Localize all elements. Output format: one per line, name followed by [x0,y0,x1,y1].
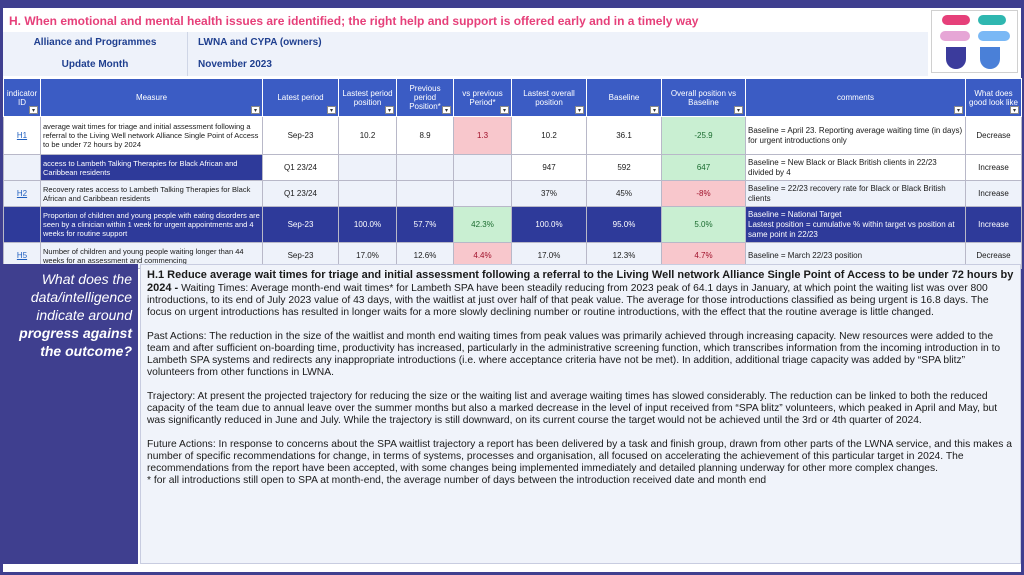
commentary-footnote: * for all introductions still open to SPA at month-end, the average number of days between the introduction received date and month end [147,475,767,486]
commentary-trajectory: Trajectory: At present the projected trajectory for reducing the size or the waiting list and average waiting times has slowed considerably. The reduction can be linked to both the reduced capacity of the team due to annual leave over the summer months but also a marked decrease in the level of input received from “SPA blitz” volunteers, which peaked in April and May, but was significantly reduced in June and July. While the trajectory is still downward, on its current course the target would not be achieved until the 3rd or 4th quarter of 2024. [147,391,998,426]
indicator-link[interactable]: H5 [16,251,28,260]
cell-measure: average wait times for triage and initial assessment following a referral to the Living Well network Alliance Single Point of Access to be under 72 hours by 2024 [41,117,263,155]
logo-icon [932,11,1019,74]
cell-latest-pos [339,181,397,207]
filter-icon[interactable]: ▾ [954,106,963,114]
cell-prev-pos: 57.7% [397,207,454,243]
cell-prev-pos: 8.9 [397,117,454,155]
table-row [4,155,1022,181]
commentary-future-actions: Future Actions: In response to concerns about the SPA waitlist trajectory a report has been delivered by a task and finish group, drawn from other parts of the LWNA service, and this makes a number of specific recommendations for change, in terms of systems, processes and organisation, all focused on accelerating the achievement of this particular target in 2024. The recommendations from the report have been accepted, with some changes being implemented immediately and detailed planning underway for other more complex changes. [147,439,1013,474]
cell-measure: Number of children and young people waiting longer than 44 weeks for an assessment and commencing [41,243,263,269]
col-measure[interactable]: Measure ▾ [41,79,263,117]
cell-baseline: 95.0% [587,207,662,243]
cell-comments: Baseline = April 23. Reporting average waiting time (in days) for urgent introductions only [746,117,966,155]
cell-latest: Sep-23 [263,207,339,243]
filter-icon[interactable]: ▾ [1010,106,1019,114]
col-comments[interactable]: comments ▾ [746,79,966,117]
col-baseline[interactable]: Baseline ▾ [587,79,662,117]
filter-icon[interactable]: ▾ [734,106,743,114]
update-value: November 2023 [188,54,928,76]
cell-overall: 100.0% [512,207,587,243]
cell-good: Decrease [966,243,1022,269]
table-header [4,79,1022,117]
cell-comments: Baseline = March 22/23 position [746,243,966,269]
cell-prev-pos: 12.6% [397,243,454,269]
alliance-value: LWNA and CYPA (owners) [188,32,928,54]
cell-vs-base: 4.7% [662,243,746,269]
cell-vs-prev [454,181,512,207]
cell-latest-pos [339,155,397,181]
cell-good: Decrease [966,117,1022,155]
col-latest-period[interactable]: Latest period ▾ [263,79,339,117]
alliance-label: Alliance and Programmes [3,32,188,54]
col-vs-baseline[interactable]: Overall position vs Baseline ▾ [662,79,746,117]
cell-comments: Baseline = National Target Lastest position = cumulative % within target vs position at same point in 22/23 [746,207,966,243]
table-row [4,117,1022,155]
cell-good: Increase [966,181,1022,207]
cell-id[interactable] [4,155,41,181]
cell-vs-base: -25.9 [662,117,746,155]
cell-baseline: 36.1 [587,117,662,155]
cell-overall: 17.0% [512,243,587,269]
question-panel [3,264,138,564]
update-row [3,54,928,76]
indicator-link[interactable]: H1 [16,131,28,140]
cell-latest: Q1 23/24 [263,181,339,207]
logo [931,10,1018,73]
filter-icon[interactable]: ▾ [251,106,260,114]
cell-vs-prev: 4.4% [454,243,512,269]
cell-vs-base: 647 [662,155,746,181]
cell-prev-pos [397,181,454,207]
cell-overall: 947 [512,155,587,181]
cell-measure: Recovery rates access to Lambeth Talking Therapies for Black African and Caribbean residents [41,181,263,207]
filter-icon[interactable]: ▾ [500,106,509,114]
cell-vs-base: -8% [662,181,746,207]
cell-comments: Baseline = New Black or Black British clients in 22/23 divided by 4 [746,155,966,181]
cell-latest: Sep-23 [263,243,339,269]
table-row [4,207,1022,243]
indicator-table [3,78,1022,269]
cell-id[interactable] [4,207,41,243]
alliance-row [3,32,928,54]
cell-measure: Proportion of children and young people with eating disorders are seen by a clinician within 1 week for urgent appointments and 4 weeks for routine support [41,207,263,243]
cell-baseline: 12.3% [587,243,662,269]
cell-latest: Q1 23/24 [263,155,339,181]
filter-icon[interactable]: ▾ [575,106,584,114]
col-vs-previous[interactable]: vs previous Period* ▾ [454,79,512,117]
cell-id[interactable] [4,181,41,207]
cell-overall: 37% [512,181,587,207]
commentary-waiting-times: Waiting Times: Average month-end wait times* for Lambeth SPA have been steadily reducing from 2023 peak of 64.1 days in January, at which point the waiting list was over 800 introductions, to its end of July 2023 value of 43 days, with the waitlist at just over half of that peak value. The average for those introductions classified as being urgent is 16.8 days. The focus on urgent introductions has resulted in longer waits for a more slowly declining number or routine introductions, with the effect that the routine average is little changed. [147,283,989,318]
cell-latest-pos: 100.0% [339,207,397,243]
filter-icon[interactable]: ▾ [442,106,451,114]
filter-icon[interactable]: ▾ [327,106,336,114]
cell-id[interactable] [4,117,41,155]
cell-latest: Sep-23 [263,117,339,155]
update-label: Update Month [3,54,188,76]
col-previous-position[interactable]: Previous period Position* ▾ [397,79,454,117]
indicator-link[interactable]: H2 [16,189,28,198]
page-title: H. When emotional and mental health issues are identified; the right help and support is offered early and in a timely way [3,10,928,32]
commentary-panel [140,264,1021,564]
filter-icon[interactable]: ▾ [29,106,38,114]
cell-vs-prev: 42.3% [454,207,512,243]
table-row [4,181,1022,207]
commentary-heading: H.1 Reduce average wait times for triage and initial assessment following a referral to the Living Well network Alliance Single Point of Access to be under 72 hours by 2024 - [147,269,1014,294]
cell-prev-pos [397,155,454,181]
col-indicator-id[interactable]: indicator ID ▾ [4,79,41,117]
col-overall-position[interactable]: Lastest overall position ▾ [512,79,587,117]
cell-overall: 10.2 [512,117,587,155]
cell-measure: access to Lambeth Talking Therapies for Black African and Caribbean residents [41,155,263,181]
cell-vs-prev [454,155,512,181]
cell-comments: Baseline = 22/23 recovery rate for Black or Black British clients [746,181,966,207]
cell-good: Increase [966,155,1022,181]
filter-icon[interactable]: ▾ [385,106,394,114]
col-latest-position[interactable]: Lastest period position ▾ [339,79,397,117]
cell-latest-pos: 10.2 [339,117,397,155]
question-emphasis: progress against the outcome? [19,325,132,359]
filter-icon[interactable]: ▾ [650,106,659,114]
cell-baseline: 45% [587,181,662,207]
cell-latest-pos: 17.0% [339,243,397,269]
cell-good: Increase [966,207,1022,243]
col-good-look-like[interactable]: What does good look like ▾ [966,79,1022,117]
cell-baseline: 592 [587,155,662,181]
cell-vs-prev: 1.3 [454,117,512,155]
commentary-past-actions: Past Actions: The reduction in the size of the waitlist and month end waiting times from peak values was primarily achieved through increasing capacity. New resources were added to the team and after sufficient on-boarding time, productivity has increased, particularly in the administrative screening function, which transcribes information from the incoming introduction in to Lambeth SPA systems and redirects any inappropriate introductions (i.e. where acceptance criteria have not be met). In addition, additional triage capacity was added by “SPA blitz” volunteers from other functions in LWNA. [147,331,1001,378]
question-text: What does the data/intelligence indicate around [30,271,132,323]
cell-vs-base: 5.0% [662,207,746,243]
